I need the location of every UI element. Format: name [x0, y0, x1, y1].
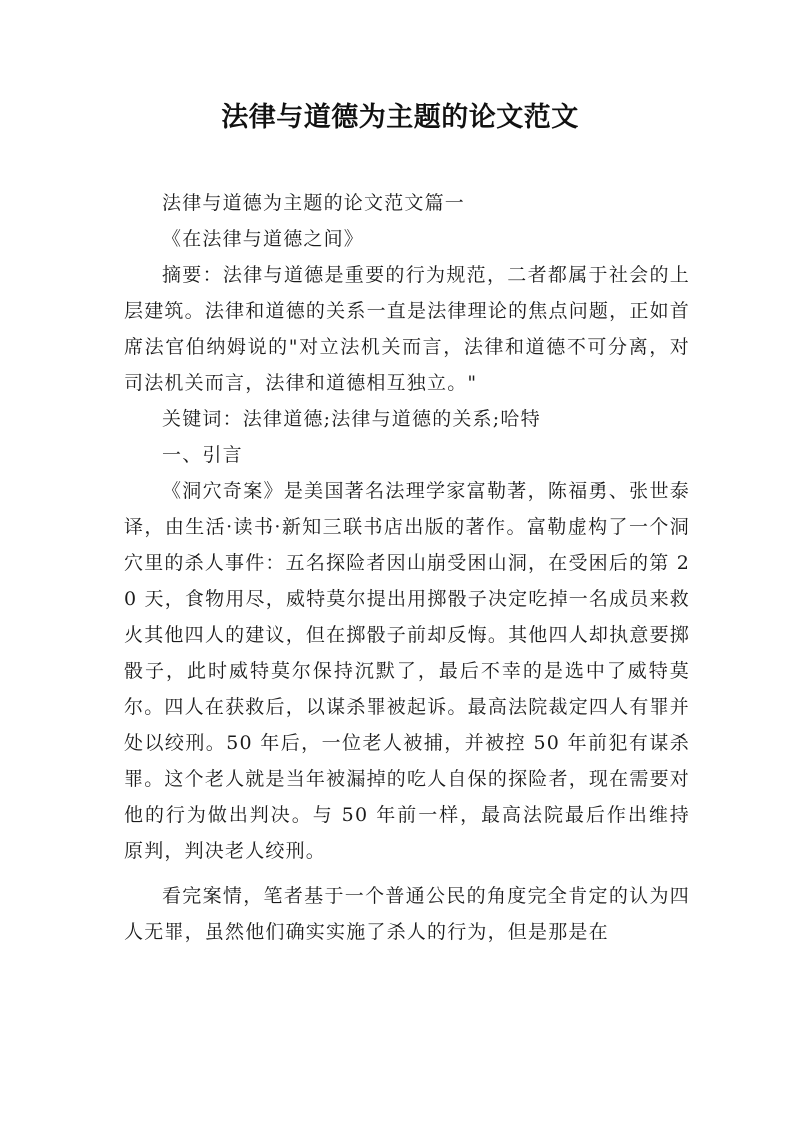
document-body — [124, 185, 690, 950]
document-title: 法律与道德为主题的论文范文 — [221, 102, 579, 133]
article-title: 《在法律与道德之间》 — [162, 228, 365, 250]
body-paragraph: 看完案情，笔者基于一个普通公民的角度完全肯定的认为四人无罪，虽然他们确实实施了杀人的行为，但是那是在 — [124, 885, 690, 943]
body-paragraph: 《洞穴奇案》是美国著名法理学家富勒著，陈福勇、张世泰译，由生活·读书·新知三联书店出版的著作。富勒虚构了一个洞穴里的杀人事件：五名探险者因山崩受困山洞，在受困后的第 20 天，食物用尽，威特莫尔提出用掷骰子决定吃掉一名成员来救火其他四人的建议，但在掷骰子前却反悔。其他四人却执意要掷骰子，此时威特莫尔保持沉默了，最后不幸的是选中了威特莫尔。四人在获救后，以谋杀罪被起诉。最高法院裁定四人有罪并处以绞刑。50 年后，一位老人被捕，并被控 50 年前犯有谋杀罪。这个老人就是当年被漏掉的吃人自保的探险者，现在需要对他的行为做出判决。与 50 年前一样，最高法院最后作出维持原判，判决老人绞刑。 — [124, 480, 690, 862]
section-heading: 法律与道德为主题的论文范文篇一 — [162, 192, 466, 214]
subsection-heading: 一、引言 — [162, 444, 243, 466]
keywords-line: 关键词：法律道德;法律与道德的关系;哈特 — [162, 408, 541, 430]
abstract-paragraph: 摘要：法律与道德是重要的行为规范，二者都属于社会的上层建筑。法律和道德的关系一直是法律理论的焦点问题，正如首席法官伯纳姆说的"对立法机关而言，法律和道德不可分离，对司法机关而言，法律和道德相互独立。" — [124, 264, 690, 394]
